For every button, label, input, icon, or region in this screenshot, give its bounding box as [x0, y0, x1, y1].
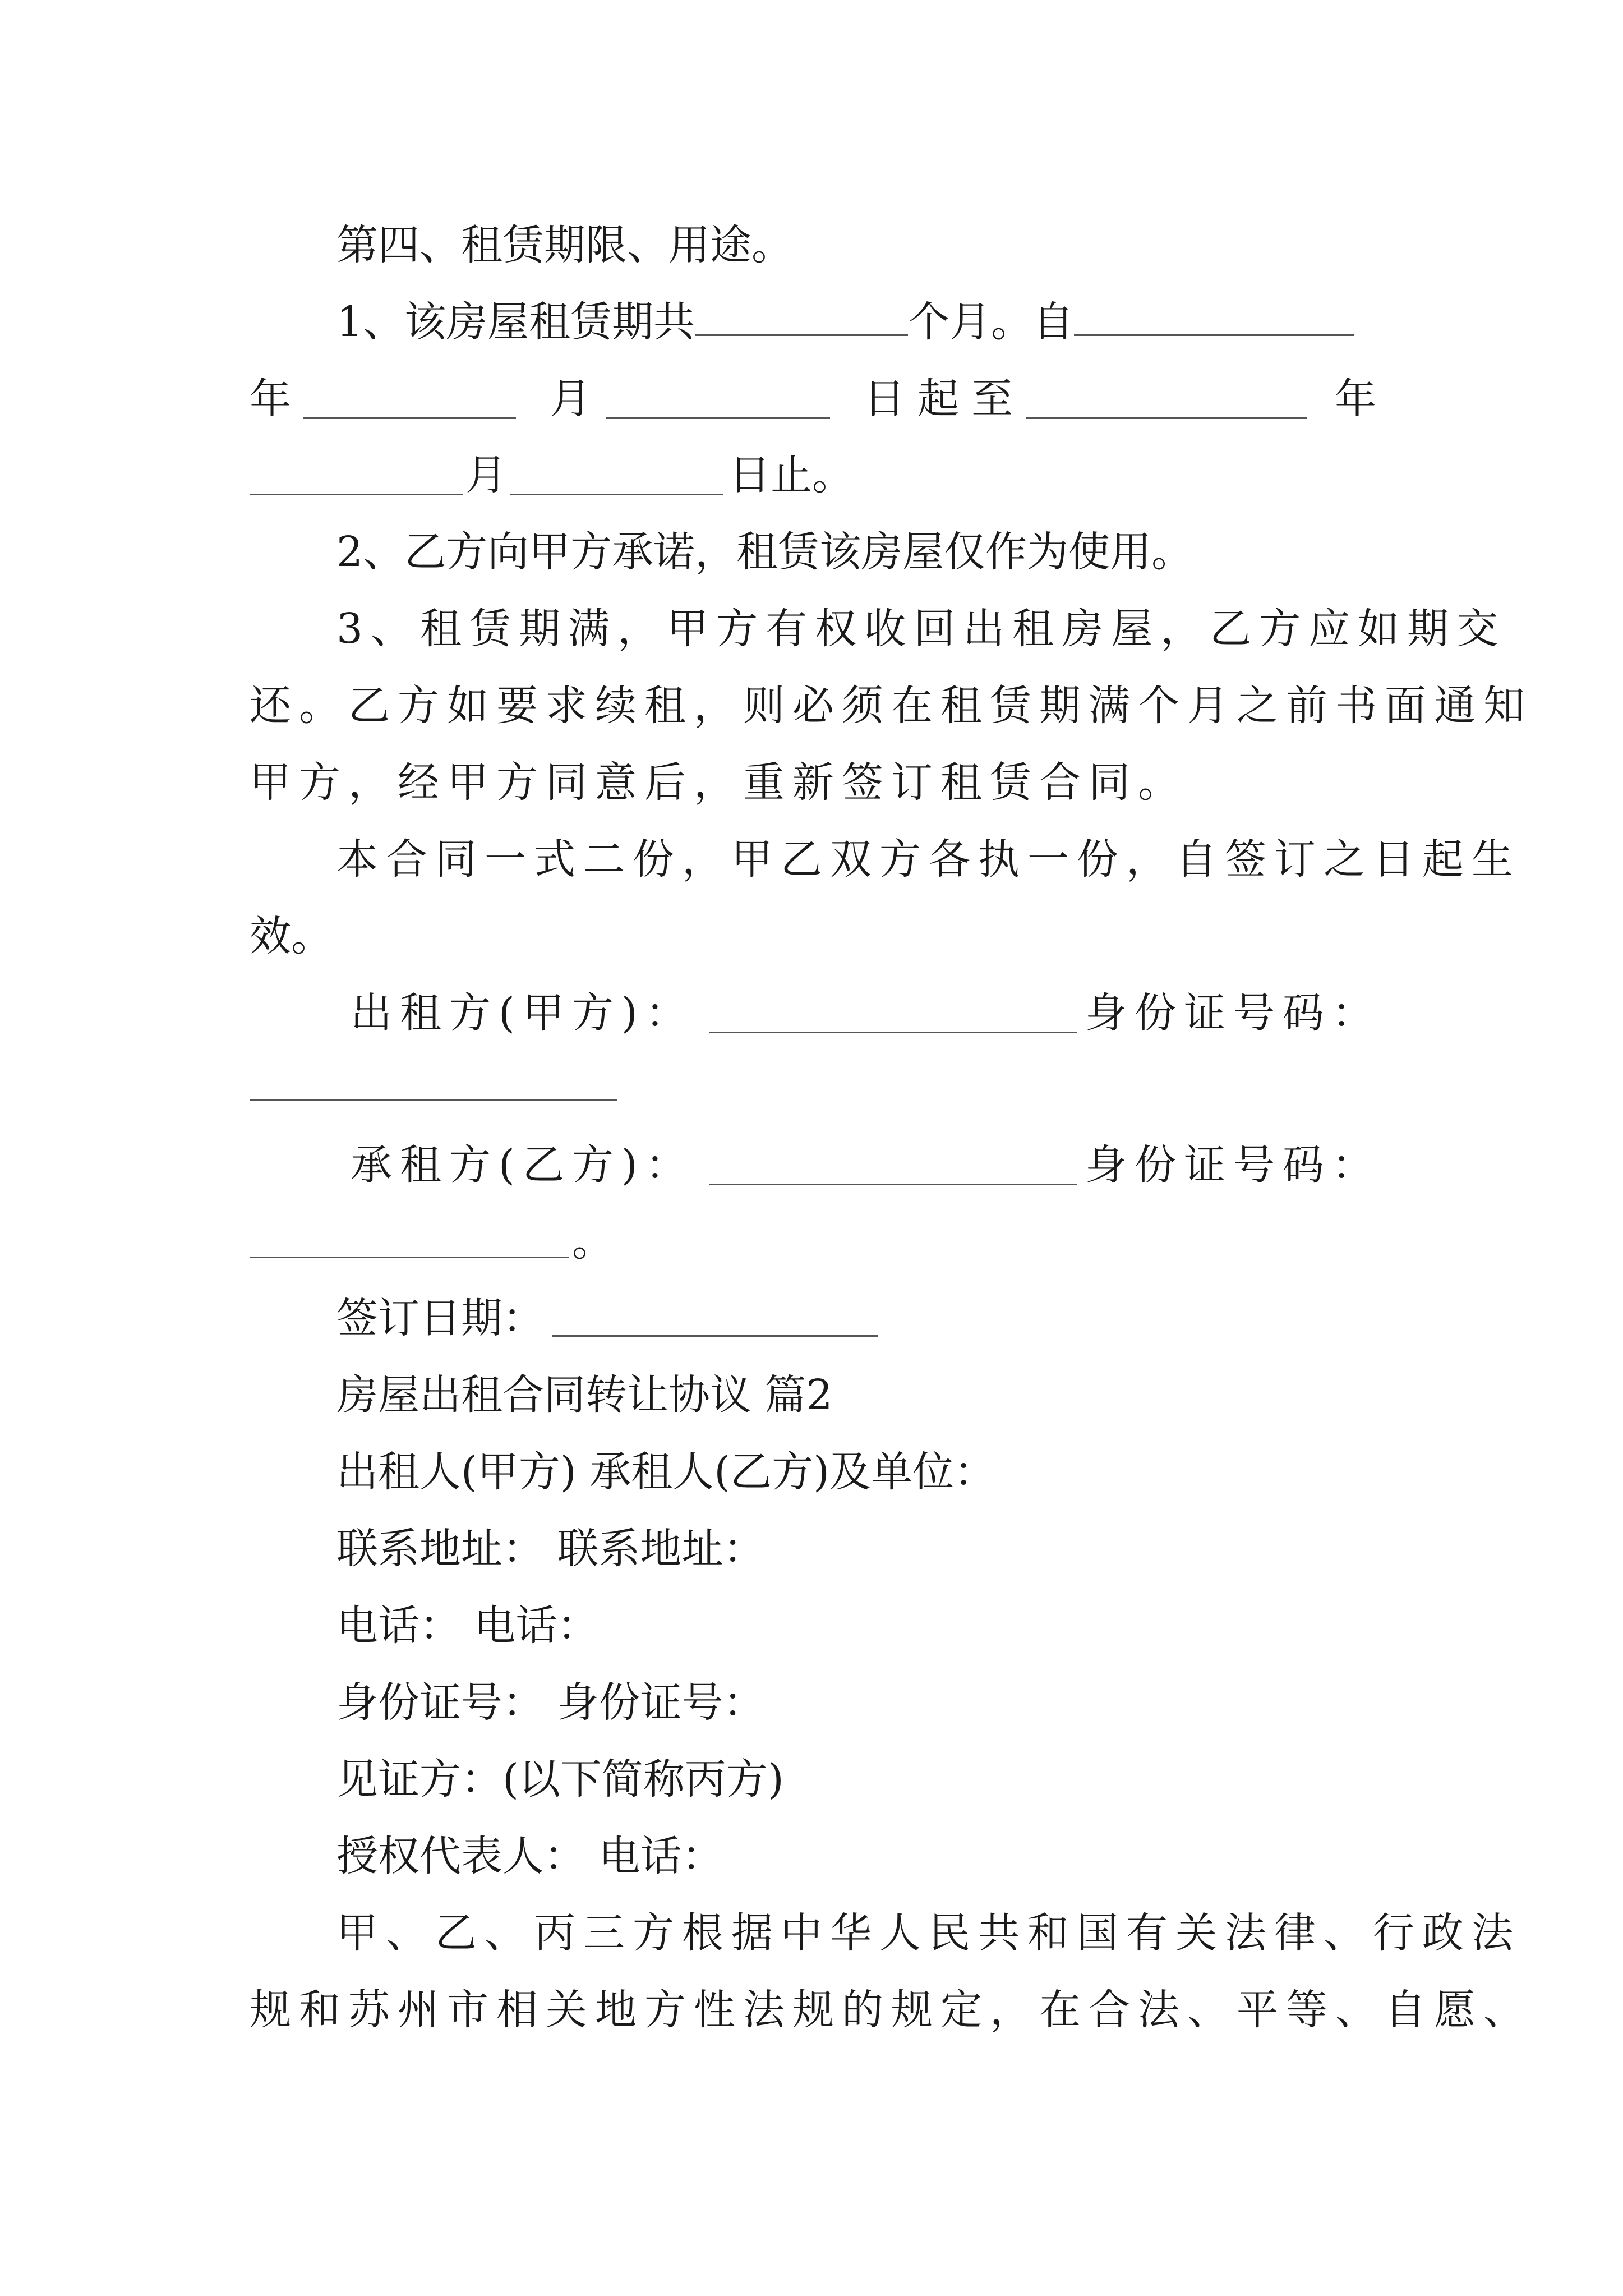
- term-line-2: [250, 375, 291, 423]
- month-label: 月: [550, 375, 591, 423]
- copies-clause-2: 效。: [250, 912, 333, 960]
- months-text: 个月。自: [908, 298, 1075, 346]
- expiry-clause-1: 3、租赁期满，甲方有权收回出租房屋，乙方应如期交: [336, 605, 1506, 653]
- basis-clause-2: 规和苏州市相关地方性法规的规定，在合法、平等、自愿、: [250, 1986, 1533, 2034]
- basis-clause-1: 甲、乙、丙三方根据中华人民共和国有关法律、行政法: [336, 1909, 1521, 1957]
- months-blank[interactable]: [695, 332, 908, 336]
- end-label: 日止。: [729, 451, 854, 499]
- clause-four-title: 第四、租赁期限、用途。: [336, 221, 793, 269]
- expiry-clause-3: 甲方，经甲方同意后，重新签订租赁合同。: [250, 758, 1187, 807]
- year-label-2: 年: [1335, 375, 1376, 423]
- year-blank[interactable]: [303, 417, 516, 419]
- end-year-blank[interactable]: [1026, 417, 1307, 419]
- start-blank[interactable]: [1074, 332, 1354, 336]
- lessor-id-blank[interactable]: [250, 1099, 617, 1101]
- copies-clause-1: 本合同一式二份，甲乙双方各执一份，自签订之日起生: [336, 835, 1521, 884]
- lessee-id-label: 身份证号码：: [1085, 1141, 1381, 1189]
- sign-date-label: 签订日期：: [336, 1294, 544, 1342]
- lessee-id-period: 。: [572, 1217, 614, 1266]
- term-line-1: [336, 298, 1354, 346]
- lessor-id-label: 身份证号码：: [1085, 989, 1381, 1037]
- end-day-blank[interactable]: [510, 494, 723, 495]
- expiry-clause-2: 还。乙方如要求续租，则必须在租赁期满个月之前书面通知: [250, 682, 1533, 730]
- representative-line: 授权代表人： 电话：: [336, 1832, 723, 1880]
- lessee-id-blank[interactable]: [250, 1257, 569, 1258]
- end-month-blank[interactable]: [250, 494, 463, 495]
- lessee-name-blank[interactable]: [709, 1184, 1077, 1185]
- usage-clause: 2、乙方向甲方承诺，租赁该房屋仅作为使用。: [336, 528, 1193, 576]
- parties-line: 出租人(甲方) 承租人(乙方)及单位：: [336, 1448, 996, 1496]
- id-number-line: 身份证号： 身份证号：: [336, 1678, 765, 1727]
- month-blank[interactable]: [606, 417, 830, 419]
- from-label: 日起至: [864, 375, 1025, 423]
- witness-line: 见证方：(以下简称丙方): [336, 1755, 784, 1803]
- lessor-label: 出租方(甲方)：: [351, 989, 695, 1037]
- address-line: 联系地址： 联系地址：: [336, 1525, 765, 1573]
- lessee-label: 承租方(乙方)：: [351, 1141, 695, 1189]
- section-title: 房屋出租合同转让协议 篇2: [336, 1371, 833, 1419]
- sign-date-blank[interactable]: [552, 1335, 878, 1337]
- lessor-name-blank[interactable]: [709, 1032, 1077, 1033]
- month-label-2: 月: [465, 451, 507, 499]
- year-label: 年: [250, 375, 291, 423]
- phone-line: 电话： 电话：: [336, 1602, 599, 1650]
- term-text: 1、该房屋租赁期共: [336, 298, 695, 346]
